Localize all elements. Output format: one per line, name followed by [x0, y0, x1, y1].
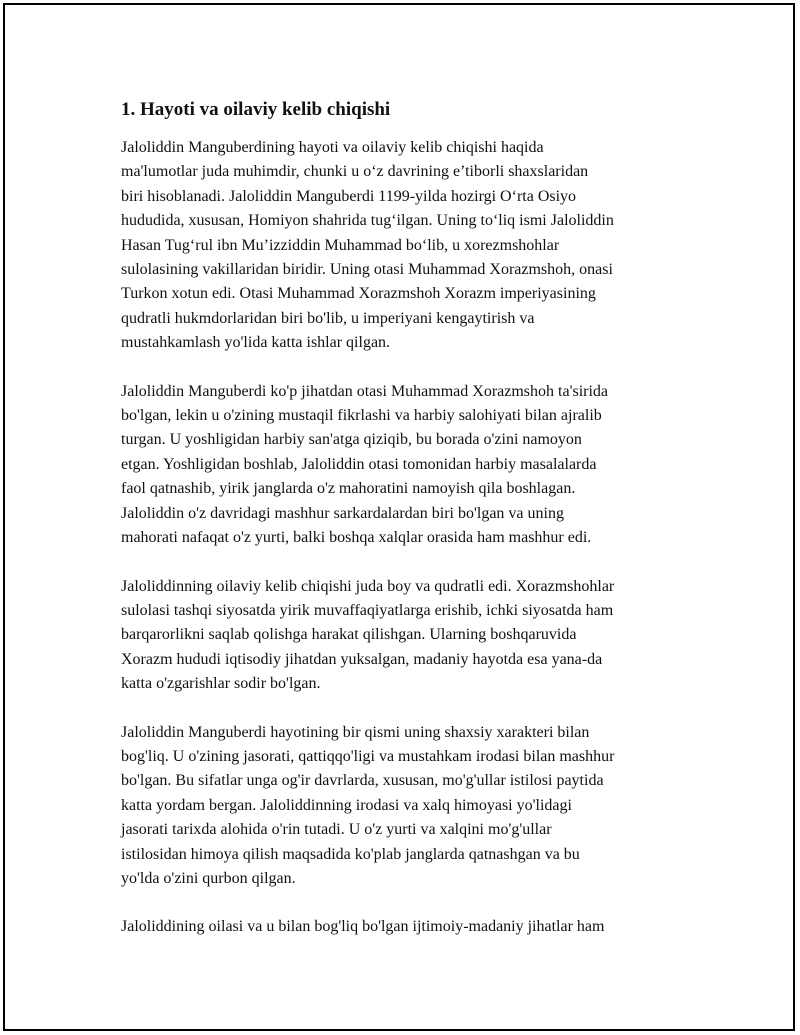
text-line: turgan. U yoshligidan harbiy san'atga qiziqib, bu borada o'zini namoyon	[121, 431, 582, 449]
text-line: mustahkamlash yo'lida katta ishlar qilgan.	[121, 334, 391, 352]
text-line: Turkon xotun edi. Otasi Muhammad Xorazmshoh Xorazm imperiyasining	[121, 285, 596, 303]
text-line: katta o'zgarishlar sodir bo'lgan.	[121, 675, 321, 693]
text-line: yo'lda o'zini qurbon qilgan.	[121, 869, 296, 887]
section-heading: 1. Hayoti va oilaviy kelib chiqishi	[121, 99, 391, 120]
text-line: etgan. Yoshligidan boshlab, Jaloliddin otasi tomonidan harbiy masalalarda	[121, 455, 597, 473]
text-line: faol qatnashib, yirik janglarda o'z mahoratini namoyish qila boshlagan.	[121, 480, 576, 498]
document-content	[121, 98, 681, 964]
text-line: Jaloliddin o'z davridagi mashhur sarkardalardan biri bo'lgan va uning	[121, 504, 564, 522]
text-line: ma'lumotlar juda muhimdir, chunki u o‘z davrining e’tiborli shaxslaridan	[121, 163, 589, 181]
paragraph-3	[121, 575, 681, 697]
text-line: biri hisoblanadi. Jaloliddin Manguberdi 1199-yilda hozirgi O‘rta Osiyo	[121, 187, 577, 205]
text-line: Hasan Tug‘rul ibn Mu’izziddin Muhammad bo‘lib, u xorezmshohlar	[121, 236, 560, 254]
text-line: sulolasi tashqi siyosatda yirik muvaffaqiyatlarga erishib, ichki siyosatda ham	[121, 601, 614, 619]
text-line: Jaloliddin Manguberdining hayoti va oilaviy kelib chiqishi haqida	[121, 139, 544, 156]
text-line: hududida, xususan, Homiyon shahrida tug‘ilgan. Uning to‘liq ismi Jaloliddin	[121, 212, 614, 230]
text-line: barqarorlikni saqlab qolishga harakat qilishgan. Ularning boshqaruvida	[121, 626, 577, 644]
text-line: qudratli hukmdorlaridan biri bo'lib, u imperiyani kengaytirish va	[121, 309, 535, 327]
text-line: mahorati nafaqat o'z yurti, balki boshqa xalqlar orasida ham mashhur edi.	[121, 529, 592, 547]
text-line: katta yordam bergan. Jaloliddinning irodasi va xalq himoyasi yo'lidagi	[121, 796, 572, 814]
text-line: bo'lgan, lekin u o'zining mustaqil fikrlashi va harbiy salohiyati bilan ajralib	[121, 407, 602, 425]
paragraph-4	[121, 721, 681, 892]
text-line: Jaloliddin Manguberdi ko'p jihatdan otasi Muhammad Xorazmshoh ta'sirida	[121, 382, 609, 400]
text-line: bo'lgan. Bu sifatlar unga og'ir davrlarda, xususan, mo'g'ullar istilosi paytida	[121, 772, 604, 790]
text-line: Jaloliddinning oilaviy kelib chiqishi juda boy va qudratli edi. Xorazmshohlar	[121, 577, 615, 595]
paragraph-5	[121, 915, 681, 939]
text-line: jasorati tarixda alohida o'rin tutadi. U o'z yurti va xalqini mo'g'ullar	[121, 821, 552, 839]
text-line: Jaloliddin Manguberdi hayotining bir qismi uning shaxsiy xarakteri bilan	[121, 723, 590, 741]
paragraph-1	[121, 136, 681, 356]
text-line: Xorazm hududi iqtisodiy jihatdan yuksalgan, madaniy hayotda esa yana-da	[121, 650, 603, 668]
text-line: sulolasining vakillaridan biridir. Uning otasi Muhammad Xorazmshoh, onasi	[121, 261, 613, 279]
text-line: bog'liq. U o'zining jasorati, qattiqqo'ligi va mustahkam irodasi bilan mashhur	[121, 747, 615, 765]
text-line: istilosidan himoya qilish maqsadida ko'plab janglarda qatnashgan va bu	[121, 845, 580, 863]
paragraph-2	[121, 380, 681, 551]
text-line: Jaloliddining oilasi va u bilan bog'liq bo'lgan ijtimoiy-madaniy jihatlar ham	[121, 918, 605, 936]
document-page	[3, 3, 795, 1031]
